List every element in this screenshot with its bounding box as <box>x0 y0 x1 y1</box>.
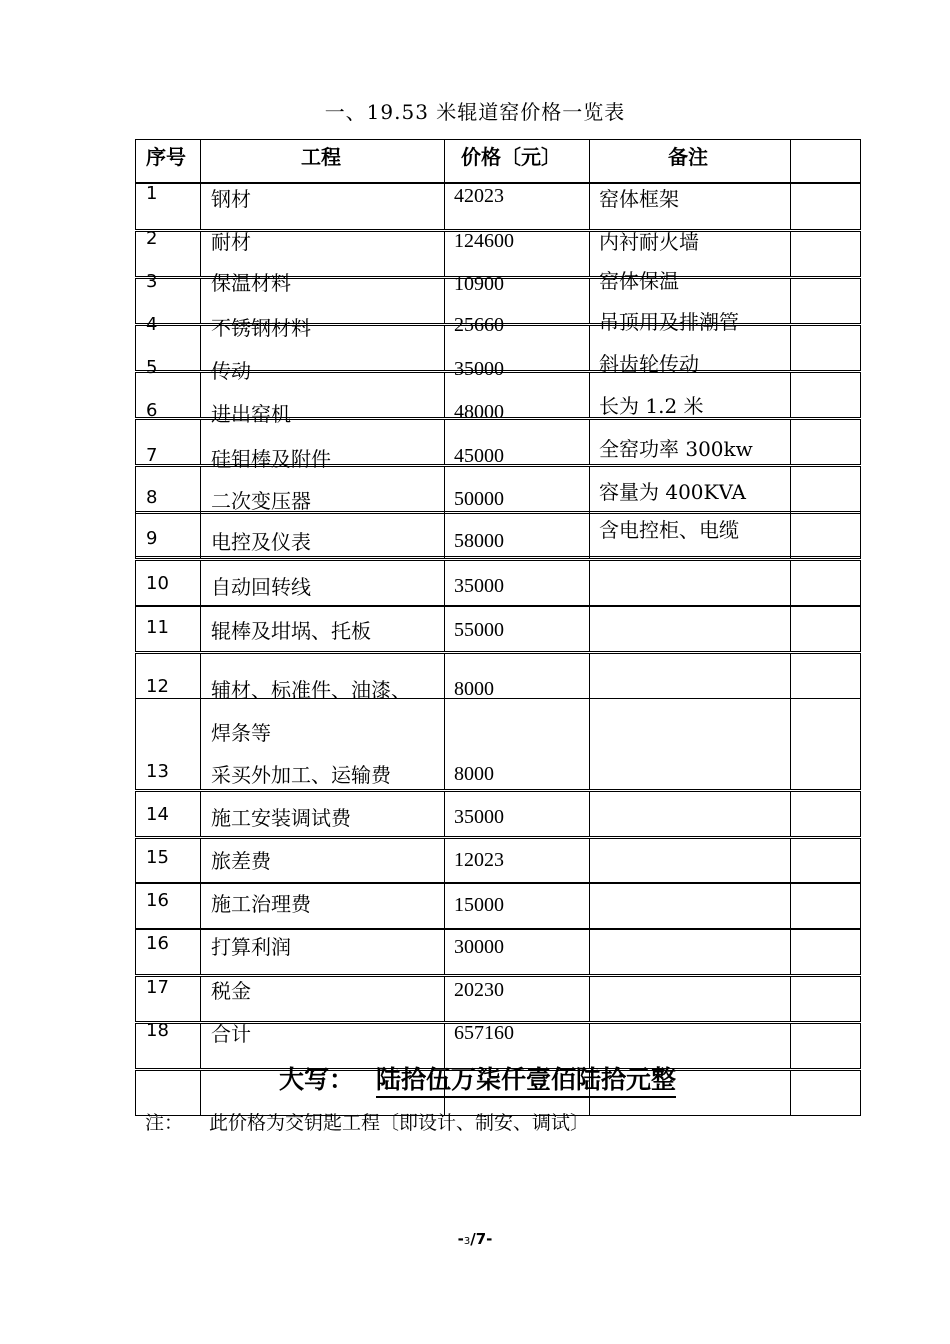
table-row <box>135 698 861 790</box>
row-number: 9 <box>146 528 158 549</box>
row-item: 辊棒及坩埚、托板 <box>211 619 371 643</box>
row-price: 12023 <box>454 849 504 871</box>
row-price: 55000 <box>454 619 504 641</box>
row-item: 不锈钢材料 <box>211 316 311 340</box>
row-number: 17 <box>146 977 169 998</box>
total-in-words <box>279 1060 676 1096</box>
page-total: 7 <box>475 1230 487 1248</box>
row-item: 合计 <box>211 1022 251 1046</box>
row-price: 25660 <box>454 314 504 336</box>
table-row <box>135 791 861 837</box>
row-number: 8 <box>146 487 158 508</box>
table-row <box>135 606 861 652</box>
row-number: 16 <box>146 890 169 911</box>
row-number: 6 <box>146 400 158 421</box>
footnote-label: 注： <box>145 1112 184 1134</box>
row-number: 10 <box>146 573 169 594</box>
table-row <box>135 838 861 883</box>
row-price: 20230 <box>454 979 504 1001</box>
row-price: 48000 <box>454 401 504 423</box>
page-sep: / <box>470 1230 476 1248</box>
row-number: 18 <box>146 1020 169 1041</box>
page-suffix: - <box>486 1230 493 1248</box>
row-item: 施工安装调试费 <box>211 806 351 830</box>
row-item: 二次变压器 <box>211 489 311 513</box>
page-title: 一、19.53 米辊道窑价格一览表 <box>324 100 626 124</box>
row-price: 42023 <box>454 185 504 207</box>
row-item-continued: 焊条等 <box>211 721 271 745</box>
row-number: 3 <box>146 271 158 292</box>
row-number: 7 <box>146 445 158 466</box>
row-number: 12 <box>146 676 169 697</box>
row-number: 5 <box>146 357 158 378</box>
header-note: 备注 <box>668 145 708 169</box>
row-price: 8000 <box>454 678 494 700</box>
row-item: 传动 <box>211 359 251 383</box>
row-item: 税金 <box>211 979 251 1003</box>
row-note: 全窑功率 300kw <box>599 437 753 461</box>
row-number: 2 <box>146 228 158 249</box>
header-price: 价格〔元〕 <box>461 145 561 169</box>
page-current: 3 <box>463 1236 471 1247</box>
row-item: 施工治理费 <box>211 892 311 916</box>
row-item: 打算利润 <box>211 935 291 959</box>
total-in-words-label: 大写： <box>279 1065 355 1094</box>
row-number: 1 <box>146 183 158 204</box>
row-number: 13 <box>146 761 169 782</box>
row-item: 旅差费 <box>211 849 271 873</box>
row-item: 硅钼棒及附件 <box>211 447 331 471</box>
row-number: 4 <box>146 314 158 335</box>
row-number: 14 <box>146 804 169 825</box>
row-note: 吊顶用及排潮管 <box>599 310 739 334</box>
table-row <box>135 560 861 606</box>
row-price: 124600 <box>454 230 514 252</box>
row-item: 自动回转线 <box>211 575 311 599</box>
row-number: 15 <box>146 847 169 868</box>
row-number: 11 <box>146 617 169 638</box>
row-item: 耐材 <box>211 230 251 254</box>
row-price: 10900 <box>454 273 504 295</box>
row-note: 长为 1.2 米 <box>599 394 704 418</box>
row-item: 采买外加工、运输费 <box>211 763 391 787</box>
table-row <box>135 512 861 559</box>
header-item: 工程 <box>301 145 341 169</box>
row-price: 45000 <box>454 445 504 467</box>
row-note: 斜齿轮传动 <box>599 352 699 376</box>
row-number: 16 <box>146 933 169 954</box>
table-row <box>135 929 861 975</box>
row-price: 35000 <box>454 575 504 597</box>
row-price: 50000 <box>454 488 504 510</box>
row-price: 15000 <box>454 894 504 916</box>
row-price: 30000 <box>454 936 504 958</box>
footnote-text: 此价格为交钥匙工程〔即设计、制安、调试〕 <box>209 1112 590 1134</box>
row-price: 58000 <box>454 530 504 552</box>
row-price: 35000 <box>454 806 504 828</box>
table-row <box>135 182 861 230</box>
row-item: 辅材、标准件、油漆、 <box>211 678 411 702</box>
row-price: 657160 <box>454 1022 514 1044</box>
row-note: 含电控柜、电缆 <box>599 518 739 542</box>
row-item: 钢材 <box>211 187 251 211</box>
row-note: 窑体框架 <box>599 187 679 211</box>
header-no: 序号 <box>146 145 186 169</box>
page-number <box>0 1230 950 1248</box>
footnote <box>145 1108 589 1135</box>
total-in-words-amount: 陆拾伍万柒仟壹佰陆拾元整 <box>376 1065 676 1098</box>
table-row <box>135 976 861 1022</box>
row-price: 8000 <box>454 763 494 785</box>
row-note: 容量为 400KVA <box>599 480 747 504</box>
page-prefix: - <box>457 1230 464 1248</box>
table-row <box>135 653 861 702</box>
table-row <box>135 883 861 929</box>
row-note: 内衬耐火墙 <box>599 230 699 254</box>
table-header <box>135 139 861 184</box>
row-price: 35000 <box>454 358 504 380</box>
row-item: 电控及仪表 <box>211 530 311 554</box>
row-item: 进出窑机 <box>211 402 291 426</box>
row-note: 窑体保温 <box>599 269 679 293</box>
row-item: 保温材料 <box>211 271 291 295</box>
